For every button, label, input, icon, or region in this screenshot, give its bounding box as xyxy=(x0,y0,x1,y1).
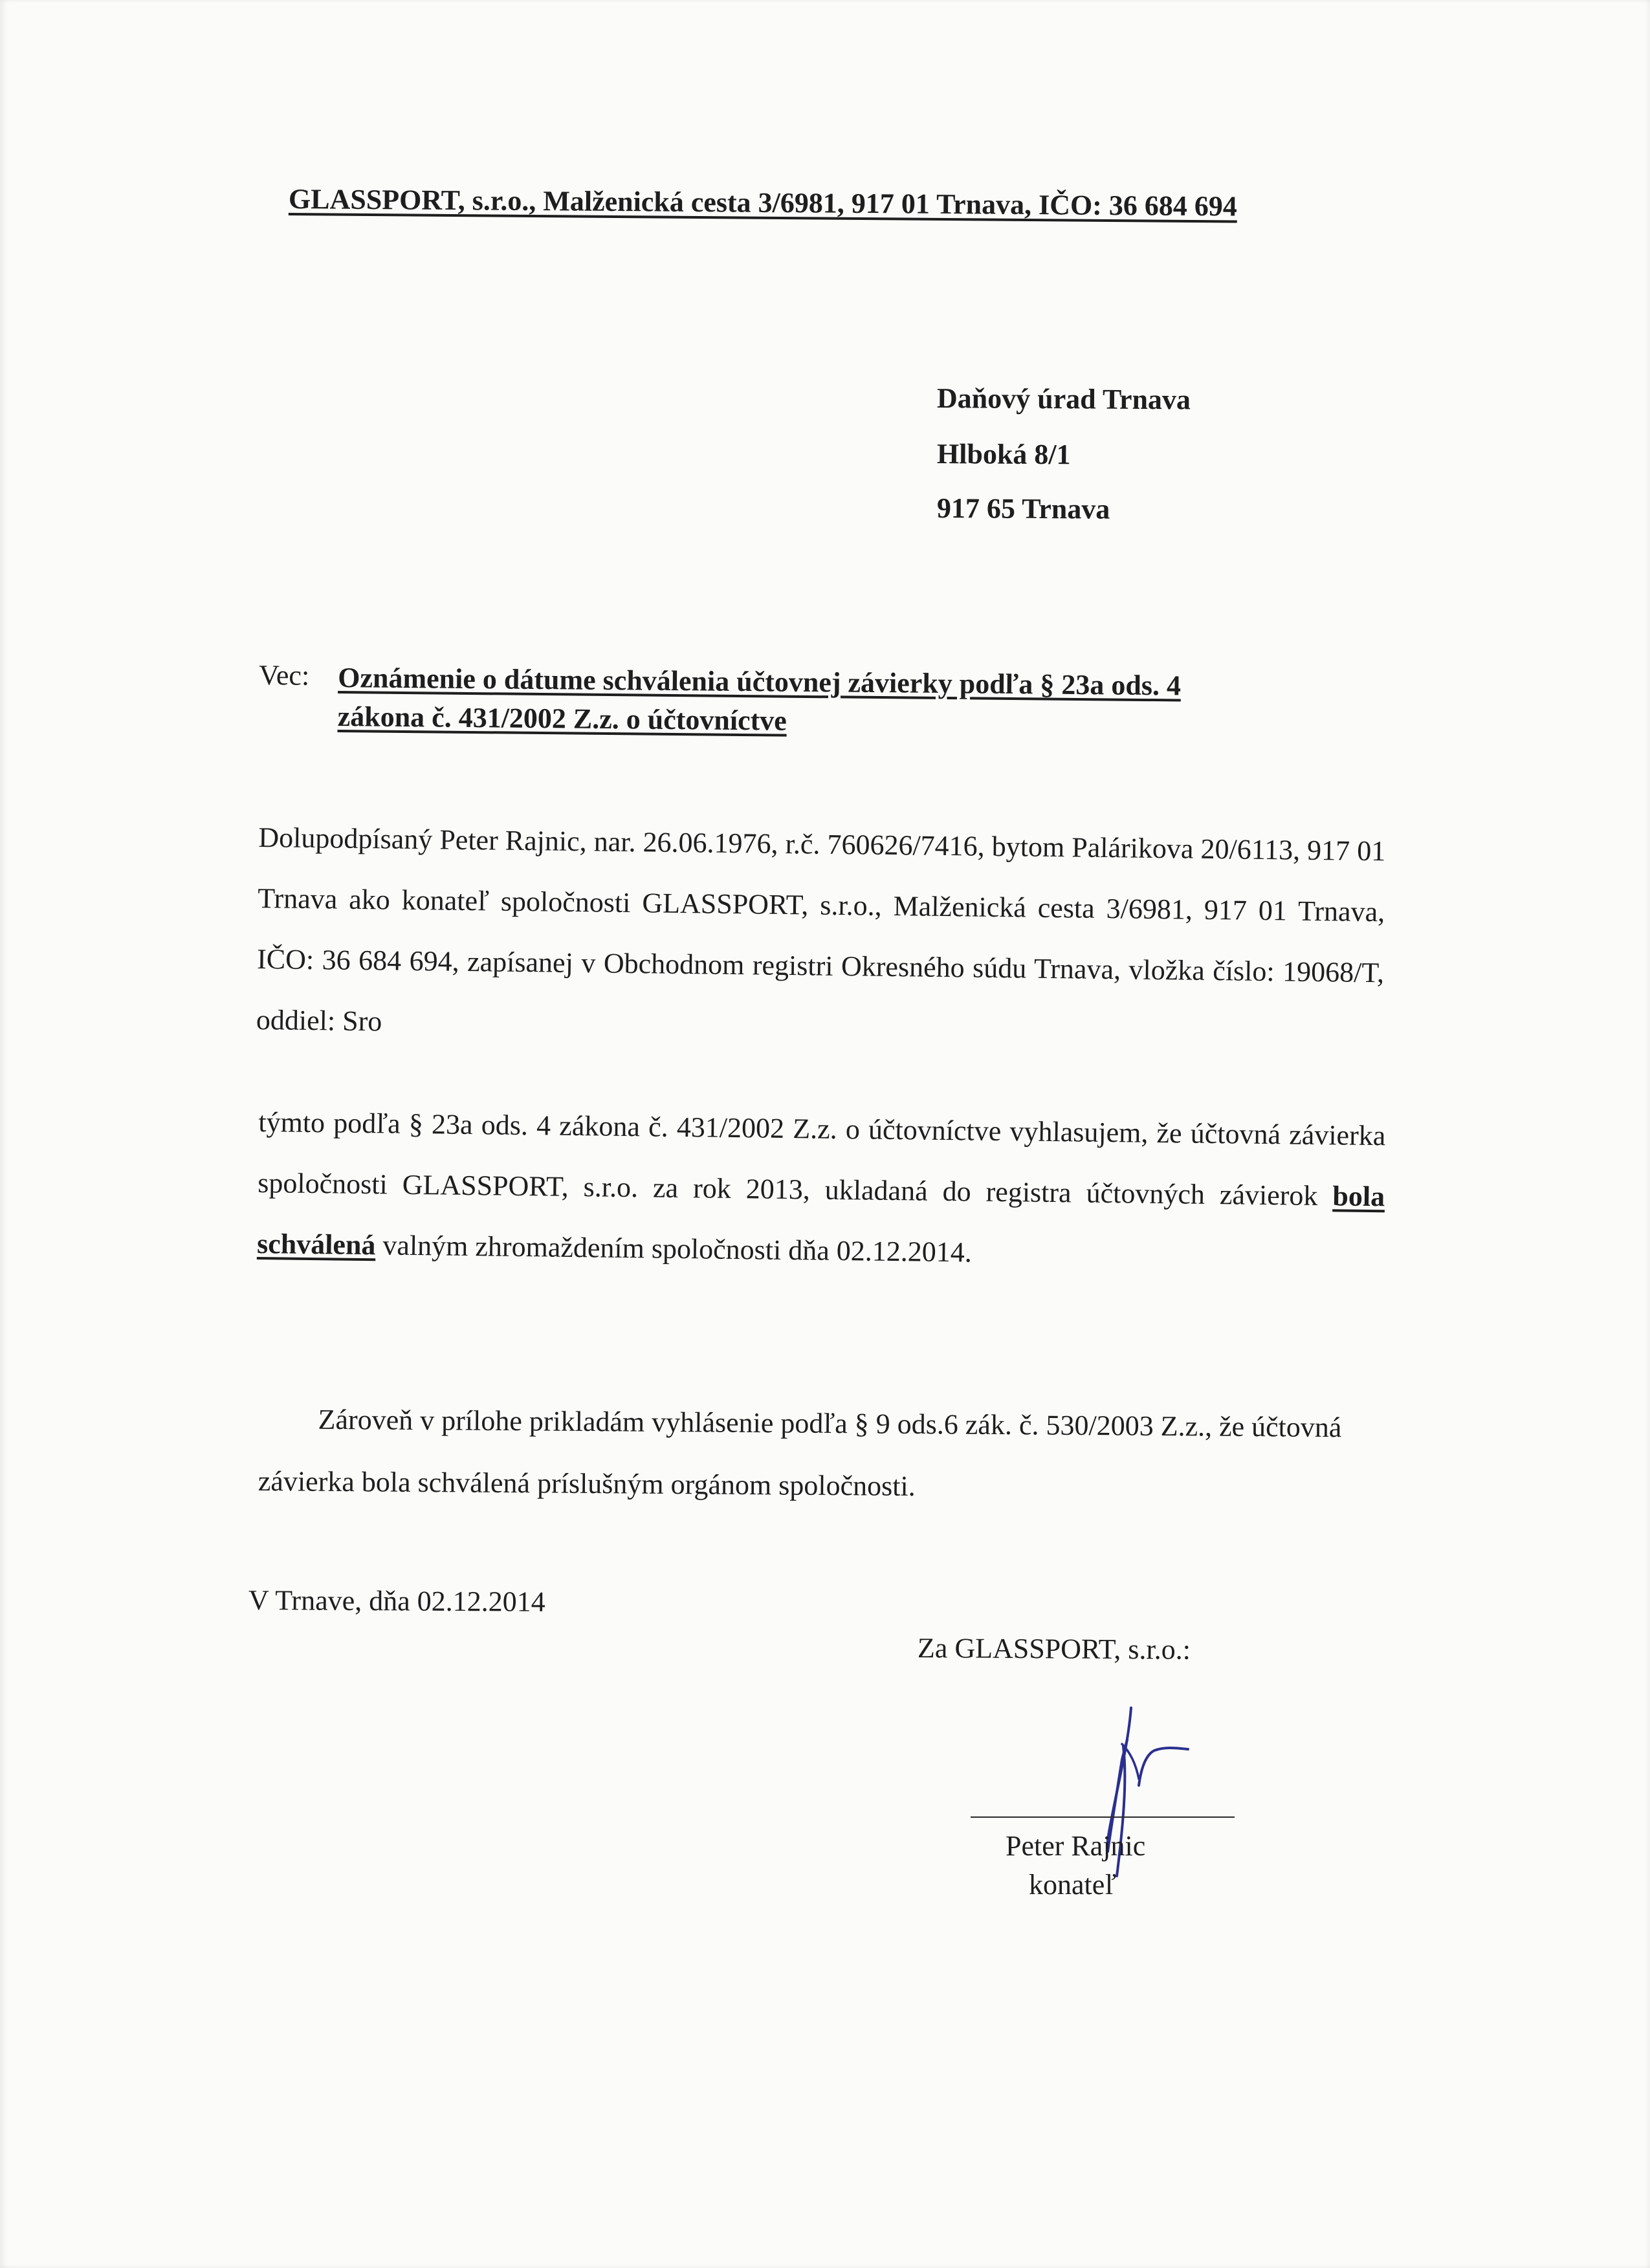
paragraph-2-start: týmto podľa § 23a ods. 4 zákona č. 431/2002 Z.z. o účtovníctve vyhlasujem, že účtovná závierka spoločnosti GLASSPORT, s.r.o. za rok 2013, ukladaná do registra účtovných závierok xyxy=(257,1106,1386,1212)
body-paragraph-3 xyxy=(258,1388,1423,1521)
subject-line-1: Oznámenie o dátume schválenia účtovnej závierky podľa § 23a ods. 4 xyxy=(338,662,1182,702)
signature-line xyxy=(971,1816,1235,1818)
paragraph-3-text: Zároveň v prílohe prikladám vyhlásenie podľa § 9 ods.6 zák. č. 530/2003 Z.z., že účtovná závierka bola schválená príslušným orgánom spoločnosti. xyxy=(258,1403,1342,1502)
recipient-street: Hlboká 8/1 xyxy=(936,438,1071,471)
company-header: GLASSPORT, s.r.o., Malženická cesta 3/6981, 917 01 Trnava, IČO: 36 684 694 xyxy=(288,183,1238,223)
for-company: Za GLASSPORT, s.r.o.: xyxy=(917,1632,1191,1666)
recipient-name: Daňový úrad Trnava xyxy=(936,382,1191,416)
signer-name: Peter Rajnic xyxy=(1006,1830,1146,1862)
paragraph-2-end: valným zhromaždením spoločnosti dňa 02.12.2014. xyxy=(375,1229,973,1269)
body-paragraph-2 xyxy=(257,1092,1386,1288)
recipient-city: 917 65 Trnava xyxy=(936,492,1110,525)
approved-emphasis: bola schválená xyxy=(256,1180,1385,1261)
subject-text xyxy=(337,659,1392,747)
signer-role: konateľ xyxy=(1029,1869,1117,1901)
body-paragraph-1: Dolupodpísaný Peter Rajnic, nar. 26.06.1976, r.č. 760626/7416, bytom Palárikova 20/6113, 917 01 Trnava ako konateľ spoločnosti GLASSPORT, s.r.o., Malženická cesta 3/6981, 917 01 Trnava, IČO: 36 684 694, zapísanej v Obchodnom registri Okresného súdu Trnava, vložka číslo: 19068/T, oddiel: Sro xyxy=(256,821,1386,1038)
subject-line-2: zákona č. 431/2002 Z.z. o účtovníctve xyxy=(337,700,787,737)
subject-label: Vec: xyxy=(258,659,310,692)
place-date: V Trnave, dňa 02.12.2014 xyxy=(248,1584,545,1618)
